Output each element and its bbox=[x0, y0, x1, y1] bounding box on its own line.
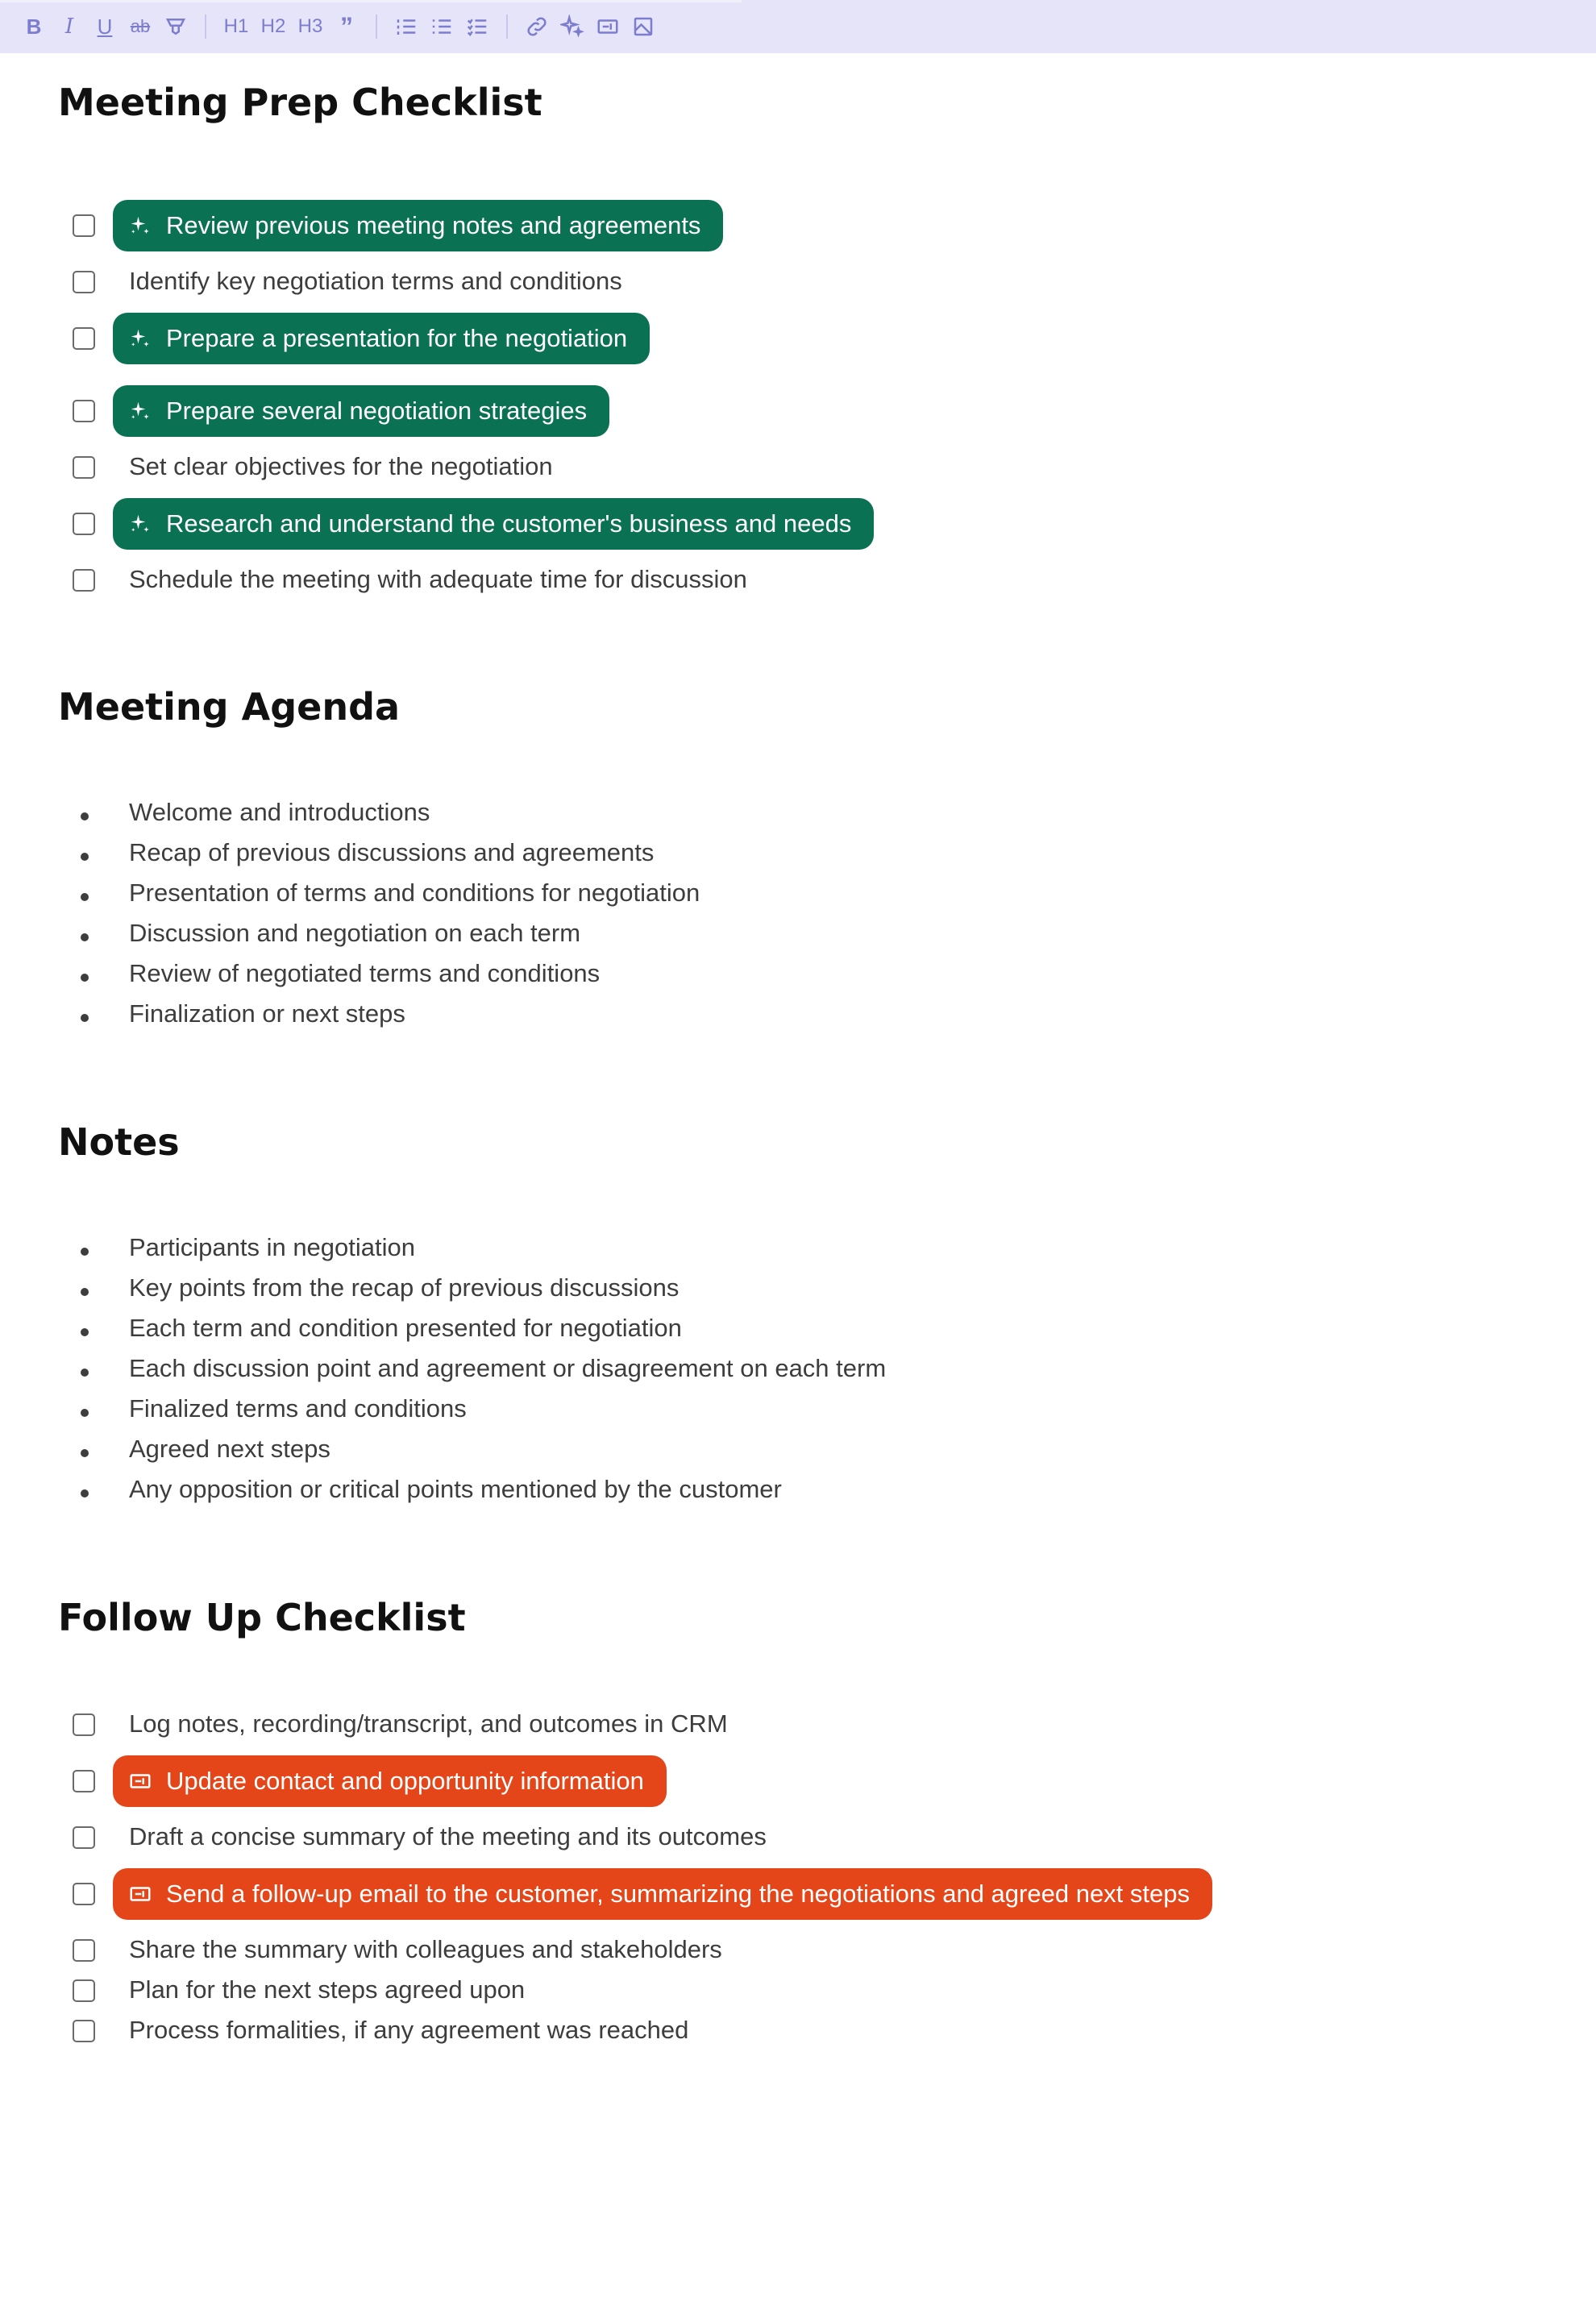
section-title-notes: Notes bbox=[58, 1120, 180, 1164]
bullet-dot bbox=[81, 853, 89, 861]
task-checkbox[interactable] bbox=[73, 1883, 95, 1905]
ordered-list-button[interactable] bbox=[389, 9, 424, 44]
ai-task-pill[interactable] bbox=[113, 313, 650, 364]
task-checkbox[interactable] bbox=[73, 1979, 95, 2002]
list-item-text: Welcome and introductions bbox=[129, 798, 430, 826]
bullet-list-icon bbox=[430, 15, 454, 39]
checklist-icon bbox=[465, 15, 489, 39]
crm-field-icon bbox=[126, 1880, 155, 1909]
highlighter-icon bbox=[164, 15, 188, 39]
crm-field-icon bbox=[126, 1767, 155, 1796]
toolbar-divider bbox=[205, 15, 206, 39]
bullet-dot bbox=[81, 893, 89, 901]
task-checkbox[interactable] bbox=[73, 569, 95, 592]
ai-task-pill[interactable] bbox=[113, 200, 723, 251]
task-text: Draft a concise summary of the meeting and its outcomes bbox=[129, 1822, 767, 1850]
formatting-toolbar bbox=[0, 0, 1596, 53]
task-checkbox[interactable] bbox=[73, 400, 95, 422]
checklist-button[interactable] bbox=[459, 9, 495, 44]
list-item-text: Key points from the recap of previous discussions bbox=[129, 1273, 680, 1302]
highlight-button[interactable] bbox=[158, 9, 193, 44]
bullet-list-button[interactable] bbox=[424, 9, 459, 44]
bullet-dot bbox=[81, 1369, 89, 1377]
task-text: Identify key negotiation terms and conditions bbox=[129, 267, 622, 295]
checklist-item bbox=[0, 1870, 1596, 1918]
bullet-dot bbox=[81, 1248, 89, 1256]
checklist-item bbox=[0, 443, 1596, 492]
checklist-item bbox=[0, 201, 1596, 250]
sparkle-icon bbox=[126, 324, 155, 353]
sparkle-icon bbox=[560, 15, 584, 39]
toolbar-top-line bbox=[0, 0, 742, 2]
task-checkbox[interactable] bbox=[73, 271, 95, 293]
strikethrough-icon: ab bbox=[130, 16, 151, 36]
task-checkbox[interactable] bbox=[73, 1770, 95, 1792]
ai-sparkle-button[interactable] bbox=[555, 9, 590, 44]
task-text: Send a follow-up email to the customer, summarizing the negotiations and agreed next steps bbox=[166, 1880, 1191, 1908]
bullet-dot bbox=[81, 1288, 89, 1296]
list-item-text: Each discussion point and agreement or disagreement on each term bbox=[129, 1354, 887, 1382]
checklist-item bbox=[0, 1701, 1596, 1749]
bullet-dot bbox=[81, 1449, 89, 1457]
bullet-dot bbox=[81, 812, 89, 820]
list-item-text: Review of negotiated terms and conditions bbox=[129, 959, 601, 987]
quote-button[interactable] bbox=[329, 9, 364, 44]
task-text: Schedule the meeting with adequate time for discussion bbox=[129, 565, 747, 593]
ai-task-pill[interactable] bbox=[113, 385, 609, 437]
toolbar-divider bbox=[506, 15, 508, 39]
task-text: Set clear objectives for the negotiation bbox=[129, 452, 553, 480]
task-text: Log notes, recording/transcript, and outcomes in CRM bbox=[129, 1709, 728, 1738]
checklist-item bbox=[0, 1757, 1596, 1805]
task-checkbox[interactable] bbox=[73, 1713, 95, 1736]
heading3-button[interactable] bbox=[292, 9, 329, 44]
list-item bbox=[0, 996, 1596, 1045]
ordered-list-icon bbox=[394, 15, 418, 39]
italic-button[interactable] bbox=[52, 9, 87, 44]
task-text: Research and understand the customer's business and needs bbox=[166, 509, 852, 538]
strikethrough-button[interactable] bbox=[123, 9, 158, 44]
checklist-item bbox=[0, 258, 1596, 306]
heading1-button[interactable] bbox=[218, 9, 255, 44]
crm-field-button[interactable] bbox=[590, 9, 626, 44]
list-item-text: Finalized terms and conditions bbox=[129, 1394, 467, 1423]
checklist-item bbox=[0, 387, 1596, 435]
crm-task-pill[interactable] bbox=[113, 1868, 1212, 1920]
task-text: Update contact and opportunity information bbox=[166, 1767, 644, 1795]
list-item-text: Recap of previous discussions and agreements bbox=[129, 838, 655, 866]
task-checkbox[interactable] bbox=[73, 1826, 95, 1849]
list-item-text: Agreed next steps bbox=[129, 1435, 330, 1463]
bold-button[interactable] bbox=[16, 9, 52, 44]
task-checkbox[interactable] bbox=[73, 1939, 95, 1962]
sparkle-icon bbox=[126, 397, 155, 426]
section-title-prep: Meeting Prep Checklist bbox=[58, 81, 542, 124]
bullet-dot bbox=[81, 1014, 89, 1022]
list-item bbox=[0, 1472, 1596, 1520]
underline-icon: U bbox=[97, 14, 113, 39]
bullet-dot bbox=[81, 1409, 89, 1417]
bullet-dot bbox=[81, 933, 89, 941]
sparkle-icon bbox=[126, 509, 155, 538]
bold-icon: B bbox=[26, 14, 42, 39]
crm-field-icon bbox=[596, 15, 620, 39]
heading3-label: H3 bbox=[297, 15, 323, 37]
toolbar-divider bbox=[376, 15, 377, 39]
italic-icon: I bbox=[64, 15, 74, 39]
bullet-dot bbox=[81, 1328, 89, 1336]
crm-task-pill[interactable] bbox=[113, 1755, 667, 1807]
image-button[interactable] bbox=[626, 9, 661, 44]
checklist-item bbox=[0, 314, 1596, 363]
heading2-label: H2 bbox=[260, 15, 286, 37]
underline-button[interactable] bbox=[87, 9, 123, 44]
task-checkbox[interactable] bbox=[73, 327, 95, 350]
task-checkbox[interactable] bbox=[73, 214, 95, 237]
checklist-item bbox=[0, 500, 1596, 548]
list-item-text: Participants in negotiation bbox=[129, 1233, 416, 1261]
task-checkbox[interactable] bbox=[73, 513, 95, 535]
link-icon bbox=[525, 15, 549, 39]
task-text: Plan for the next steps agreed upon bbox=[129, 1975, 526, 2004]
section-title-agenda: Meeting Agenda bbox=[58, 685, 401, 729]
bullet-dot bbox=[81, 974, 89, 982]
checklist-item bbox=[0, 2007, 1596, 2055]
list-item-text: Any opposition or critical points mentioned by the customer bbox=[129, 1475, 782, 1503]
heading1-label: H1 bbox=[223, 15, 249, 37]
ai-task-pill[interactable] bbox=[113, 498, 874, 550]
task-text: Prepare a presentation for the negotiation bbox=[166, 324, 628, 352]
task-text: Review previous meeting notes and agreements bbox=[166, 211, 701, 239]
task-text: Process formalities, if any agreement was reached bbox=[129, 2016, 689, 2044]
sparkle-icon bbox=[126, 211, 155, 240]
task-text: Share the summary with colleagues and stakeholders bbox=[129, 1935, 722, 1963]
task-text: Prepare several negotiation strategies bbox=[166, 397, 588, 425]
image-icon bbox=[631, 15, 655, 39]
list-item-text: Finalization or next steps bbox=[129, 999, 405, 1028]
bullet-dot bbox=[81, 1489, 89, 1497]
checklist-item bbox=[0, 556, 1596, 604]
list-item-text: Discussion and negotiation on each term bbox=[129, 919, 581, 947]
heading2-button[interactable] bbox=[255, 9, 292, 44]
task-checkbox[interactable] bbox=[73, 2020, 95, 2042]
section-title-followup: Follow Up Checklist bbox=[58, 1596, 466, 1639]
checklist-item bbox=[0, 1813, 1596, 1862]
list-item-text: Each term and condition presented for negotiation bbox=[129, 1314, 682, 1342]
link-button[interactable] bbox=[519, 9, 555, 44]
quote-icon: ” bbox=[340, 11, 353, 41]
list-item-text: Presentation of terms and conditions for negotiation bbox=[129, 879, 700, 907]
task-checkbox[interactable] bbox=[73, 456, 95, 479]
